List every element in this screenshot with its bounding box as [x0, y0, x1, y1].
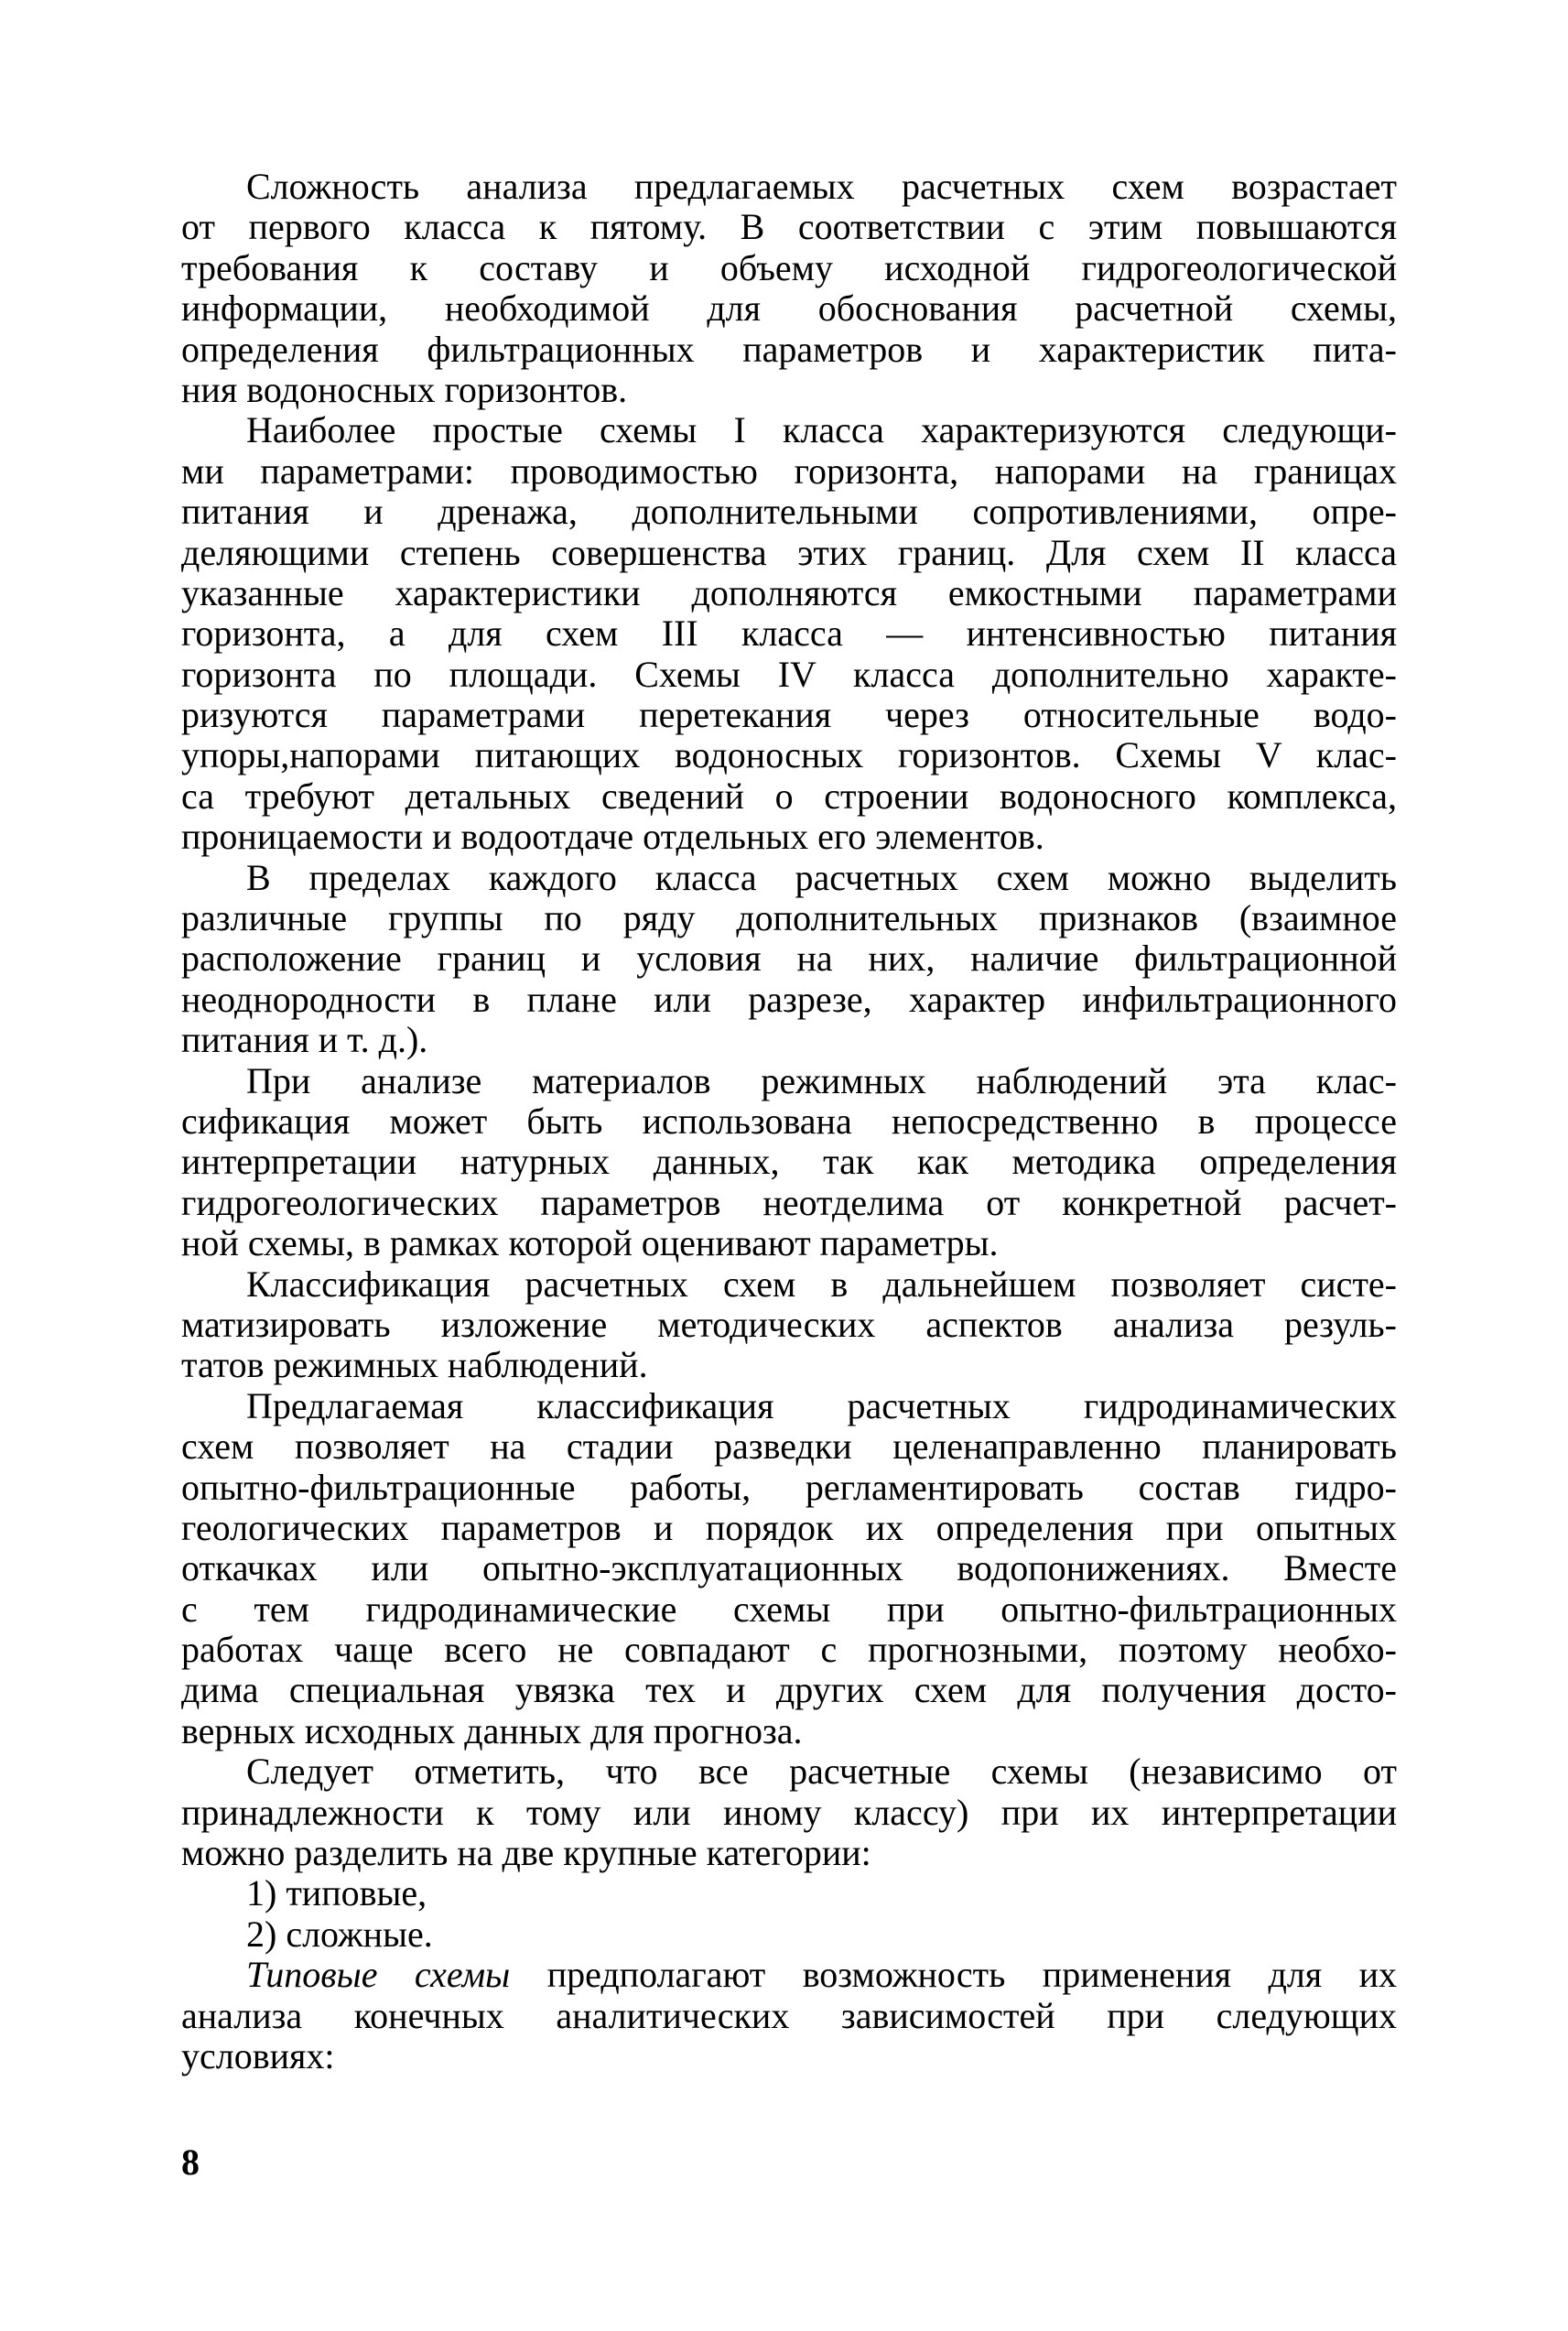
text-line: Наиболее простые схемы I класса характеризуются следующи- — [246, 409, 1397, 451]
text-line: ния водоносных горизонтов. — [181, 368, 628, 410]
paragraph — [181, 1061, 1397, 1264]
text-line: ризуются параметрами перетекания через относительные водо- — [181, 694, 1397, 736]
text-line: определения фильтрационных параметров и характеристик пита- — [181, 328, 1397, 370]
text-line: можно разделить на две крупные категории: — [181, 1832, 871, 1874]
text-line: указанные характеристики дополняются емкостными параметрами — [181, 571, 1397, 613]
text-line: Сложность анализа предлагаемых расчетных схем возрастает — [246, 166, 1397, 207]
text-line: деляющими степень совершенства этих границ. Для схем II класса — [181, 531, 1397, 573]
text-line: от первого класса к пятому. В соответствии с этим повышаются — [181, 206, 1397, 248]
text-line: Классификация расчетных схем в дальнейшем позволяет систе- — [246, 1263, 1397, 1305]
text-line: упоры,напорами питающих водоносных горизонтов. Схемы V клас- — [181, 734, 1397, 776]
category-list — [181, 1873, 1397, 1955]
paragraph — [181, 858, 1397, 1061]
text-line: геологических параметров и порядок их определения при опытных — [181, 1506, 1397, 1548]
text-line: ной схемы, в рамках которой оценивают параметры. — [181, 1222, 999, 1264]
text-line: В пределах каждого класса расчетных схем можно выделить — [246, 856, 1397, 898]
text-line: работах чаще всего не совпадают с прогнозными, поэтому необхо- — [181, 1629, 1397, 1671]
text-line: условиях: — [181, 2034, 335, 2076]
text-line: различные группы по ряду дополнительных признаков (взаимное — [181, 897, 1397, 939]
text-line: верных исходных данных для прогноза. — [181, 1709, 803, 1751]
text-line: требования к составу и объему исходной гидрогеологической — [181, 246, 1397, 288]
text-line: горизонта по площади. Схемы IV класса дополнительно характе- — [181, 653, 1397, 695]
text-line: информации, необходимой для обоснования расчетной схемы, — [181, 287, 1397, 330]
text-line: расположение границ и условия на них, наличие фильтрационной — [181, 938, 1397, 980]
page-number: 8 — [181, 2141, 200, 2183]
paragraph — [181, 1264, 1397, 1386]
text-line: откачках или опытно-эксплуатационных водопонижениях. Вместе — [181, 1547, 1397, 1589]
text-line: схем позволяет на стадии разведки целенаправленно планировать — [181, 1426, 1397, 1468]
text-line: матизировать изложение методических аспектов анализа резуль- — [181, 1303, 1397, 1345]
paragraph — [181, 1386, 1397, 1752]
body-text — [181, 167, 1397, 2076]
text-fragment: предполагают возможность применения для их — [510, 1954, 1397, 1996]
text-line: принадлежности к тому или иному классу) при их интерпретации — [181, 1791, 1397, 1833]
paragraph — [181, 1955, 1397, 2076]
text-line: горизонта, а для схем III класса — интенсивностью питания — [181, 613, 1397, 655]
list-item: 2) сложные. — [246, 1913, 433, 1955]
text-line: неоднородности в плане или разрезе, характер инфильтрационного — [181, 978, 1397, 1020]
text-line: При анализе материалов режимных наблюдений эта клас- — [246, 1059, 1397, 1101]
text-line: с тем гидродинамические схемы при опытно-фильтрационных — [181, 1588, 1397, 1630]
text-line: Следует отметить, что все расчетные схемы (независимо от — [246, 1751, 1397, 1793]
italic-term: Типовые схемы — [246, 1954, 511, 1996]
paragraph — [181, 167, 1397, 410]
list-item: 1) типовые, — [246, 1872, 427, 1914]
paragraph — [181, 1751, 1397, 1873]
text-line: анализа конечных аналитических зависимостей при следующих — [181, 1994, 1397, 2036]
text-line: питания и дренажа, дополнительными сопротивлениями, опре- — [181, 491, 1397, 533]
text-line: са требуют детальных сведений о строении водоносного комплекса, — [181, 775, 1397, 817]
text-line: татов режимных наблюдений. — [181, 1344, 648, 1386]
text-line: проницаемости и водоотдаче отдельных его элементов. — [181, 816, 1044, 858]
text-line: дима специальная увязка тех и других схем для получения досто- — [181, 1669, 1397, 1711]
text-line: питания и т. д.). — [181, 1019, 428, 1061]
text-line: гидрогеологических параметров неотделима от конкретной расчет- — [181, 1181, 1397, 1223]
text-line — [181, 1955, 1397, 1995]
text-line: Предлагаемая классификация расчетных гидродинамических — [246, 1384, 1397, 1426]
text-line: ми параметрами: проводимостью горизонта, напорами на границах — [181, 450, 1397, 492]
text-line: опытно-фильтрационные работы, регламентировать состав гидро- — [181, 1466, 1397, 1508]
text-line: сификация может быть использована непосредственно в процессе — [181, 1100, 1397, 1142]
text-line: интерпретации натурных данных, так как методика определения — [181, 1141, 1397, 1183]
paragraph — [181, 410, 1397, 857]
